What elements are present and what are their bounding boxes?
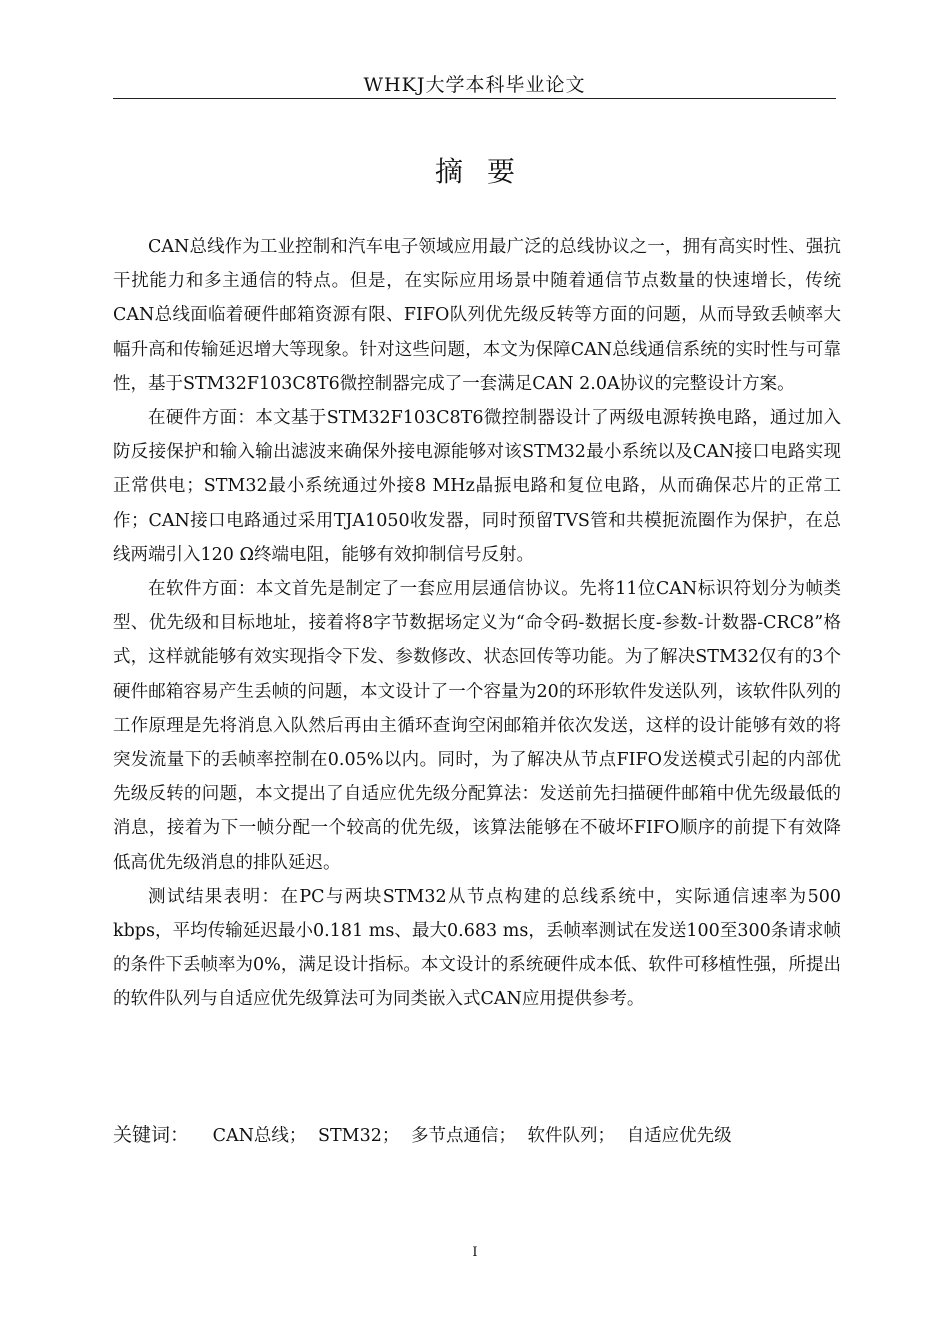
- header-rule: [113, 98, 836, 99]
- keyword-item: 多节点通信；: [410, 1126, 516, 1146]
- abstract-title: 摘要: [434, 155, 539, 188]
- keyword-item: 软件队列；: [527, 1126, 616, 1146]
- abstract-paragraph-2: 在硬件方面：本文基于STM32F103C8T6微控制器设计了两级电源转换电路，通过加入防反接保护和输入输出滤波来确保外接电源能够对该STM32最小系统以及CAN接口电路实现正常供电；STM32最小系统通过外接8 MHz晶振电路和复位电路，从而确保芯片的正常工作；CAN接口电路通过采用TJA1050收发器，同时预留TVS管和共模扼流圈作为保护，在总线两端引入120 Ω终端电阻，能够有效抑制信号反射。: [113, 408, 841, 565]
- abstract-paragraph-4: 测试结果表明：在PC与两块STM32从节点构建的总线系统中，实际通信速率为500 kbps，平均传输延迟最小0.181 ms、最大0.683 ms，丢帧率测试在发送100至300条请求帧的条件下丢帧率为0%，满足设计指标。本文设计的系统硬件成本低、软件可移植性强，所提出的软件队列与自适应优先级算法可为同类嵌入式CAN应用提供参考。: [113, 886, 841, 1010]
- abstract-body: [113, 230, 841, 1017]
- keywords-line: [113, 1120, 738, 1147]
- abstract-paragraph-1: CAN总线作为工业控制和汽车电子领域应用最广泛的总线协议之一，拥有高实时性、强抗干扰能力和多主通信的特点。但是，在实际应用场景中随着通信节点数量的快速增长，传统CAN总线面临着硬件邮箱资源有限、FIFO队列优先级反转等方面的问题，从而导致丢帧率大幅升高和传输延迟增大等现象。针对这些问题，本文为保障CAN总线通信系统的实时性与可靠性，基于STM32F103C8T6微控制器完成了一套满足CAN 2.0A协议的完整设计方案。: [113, 237, 841, 394]
- keyword-item: CAN总线；: [212, 1126, 307, 1146]
- keyword-item: STM32；: [318, 1126, 400, 1146]
- abstract-paragraph-3: 在软件方面：本文首先是制定了一套应用层通信协议。先将11位CAN标识符划分为帧类型、优先级和目标地址，接着将8字节数据场定义为“命令码-数据长度-参数-计数器-CRC8”格式，这样就能够有效实现指令下发、参数修改、状态回传等功能。为了解决STM32仅有的3个硬件邮箱容易产生丢帧的问题，本文设计了一个容量为20的环形软件发送队列，该软件队列的工作原理是先将消息入队然后再由主循环查询空闲邮箱并依次发送，这样的设计能够有效的将突发流量下的丢帧率控制在0.05%以内。同时，为了解决从节点FIFO发送模式引起的内部优先级反转的问题，本文提出了自适应优先级分配算法：发送前先扫描硬件邮箱中优先级最低的消息，接着为下一帧分配一个较高的优先级，该算法能够在不破坏FIFO顺序的前提下有效降低高优先级消息的排队延迟。: [113, 579, 841, 873]
- keywords-label: 关键词：: [113, 1124, 190, 1146]
- page-number: I: [472, 1245, 478, 1260]
- keyword-item: 自适应优先级: [626, 1126, 732, 1146]
- running-header: WHKJ大学本科毕业论文: [363, 74, 586, 96]
